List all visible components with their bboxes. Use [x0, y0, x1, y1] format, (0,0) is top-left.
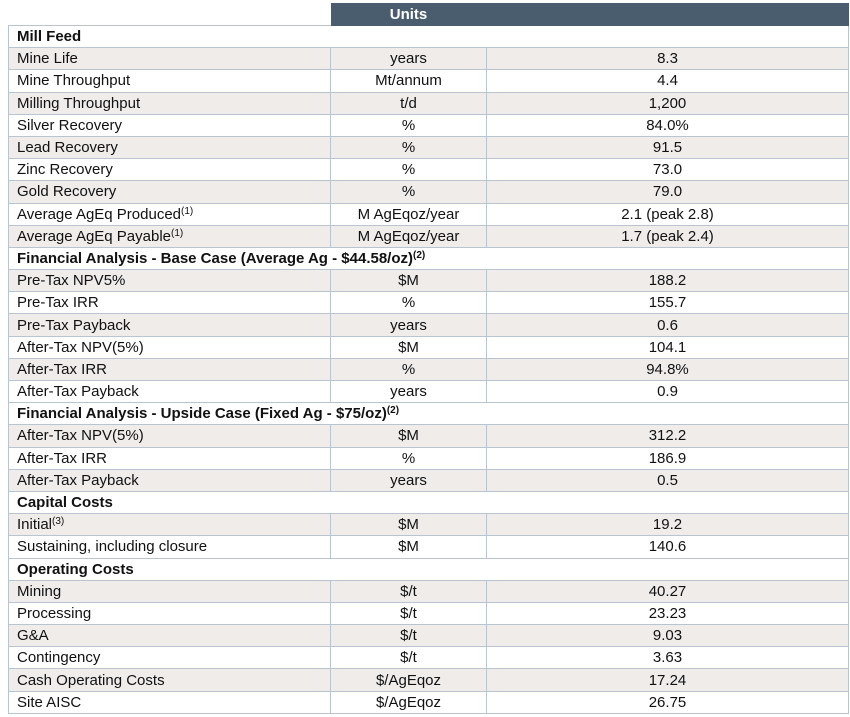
- table-row: [9, 536, 849, 558]
- table-row: [9, 580, 849, 602]
- row-label: Gold Recovery: [17, 183, 117, 201]
- row-label-cell: [9, 336, 331, 358]
- row-label: Mine Throughput: [17, 72, 131, 90]
- section-row: [9, 247, 849, 269]
- row-unit: %: [331, 136, 487, 158]
- section-row: [9, 558, 849, 580]
- table-row: [9, 358, 849, 380]
- row-value: 1.7 (peak 2.4): [487, 225, 849, 247]
- row-label: Processing: [17, 604, 92, 622]
- row-label-cell: [9, 625, 331, 647]
- row-label-cell: [9, 159, 331, 181]
- row-value: 94.8%: [487, 358, 849, 380]
- row-label: Cash Operating Costs: [17, 671, 165, 689]
- row-unit: $M: [331, 270, 487, 292]
- table-row: [9, 514, 849, 536]
- table-body: [9, 4, 849, 714]
- row-unit: $/AgEqoz: [331, 669, 487, 691]
- row-label: Site AISC: [17, 693, 82, 711]
- row-value: 26.75: [487, 691, 849, 713]
- row-value: 9.03: [487, 625, 849, 647]
- row-label-cell: [9, 270, 331, 292]
- row-value: 0.6: [487, 314, 849, 336]
- row-label: After-Tax Payback: [17, 383, 139, 401]
- row-value: 17.24: [487, 669, 849, 691]
- section-label: Mill Feed: [17, 28, 82, 46]
- table-row: [9, 314, 849, 336]
- header-cell-item: [9, 4, 331, 26]
- footnote-marker: (2): [386, 405, 400, 417]
- row-label-cell: [9, 669, 331, 691]
- row-unit: $/AgEqoz: [331, 691, 487, 713]
- header-row: [9, 4, 849, 26]
- row-label-cell: [9, 647, 331, 669]
- table-row: [9, 181, 849, 203]
- row-label: Lead Recovery: [17, 139, 118, 157]
- row-label: Milling Throughput: [17, 94, 141, 112]
- table-row: [9, 447, 849, 469]
- row-value: 1,200: [487, 92, 849, 114]
- row-label-cell: [9, 114, 331, 136]
- row-label: After-Tax IRR: [17, 360, 108, 378]
- row-label-cell: [9, 225, 331, 247]
- row-unit: $M: [331, 536, 487, 558]
- row-unit: $/t: [331, 647, 487, 669]
- table-row: [9, 92, 849, 114]
- row-unit: Mt/annum: [331, 70, 487, 92]
- row-label: Pre-Tax NPV5%: [17, 272, 126, 290]
- section-label: Capital Costs: [17, 494, 113, 512]
- row-label: After-Tax NPV(5%): [17, 338, 144, 356]
- section-row: [9, 491, 849, 513]
- table-row: [9, 48, 849, 70]
- row-label-cell: [9, 358, 331, 380]
- row-unit: years: [331, 381, 487, 403]
- row-value: 2.1 (peak 2.8): [487, 203, 849, 225]
- row-unit: $/t: [331, 580, 487, 602]
- section-label: Operating Costs: [17, 560, 134, 578]
- section-title: [9, 558, 849, 580]
- footnote-marker: (1): [181, 205, 194, 217]
- row-label: Zinc Recovery: [17, 161, 113, 179]
- row-label: G&A: [17, 627, 49, 645]
- section-label: Financial Analysis - Base Case (Average Ag - $44.58/oz): [17, 249, 413, 267]
- row-label: Silver Recovery: [17, 116, 123, 134]
- row-label: After-Tax NPV(5%): [17, 427, 144, 445]
- row-label-cell: [9, 602, 331, 624]
- row-value: 188.2: [487, 270, 849, 292]
- row-label-cell: [9, 292, 331, 314]
- row-value: 23.23: [487, 602, 849, 624]
- row-value: 3.63: [487, 647, 849, 669]
- row-value: 91.5: [487, 136, 849, 158]
- row-unit: $M: [331, 336, 487, 358]
- row-label: Pre-Tax IRR: [17, 294, 99, 312]
- row-value: 79.0: [487, 181, 849, 203]
- table-row: [9, 669, 849, 691]
- table-row: [9, 225, 849, 247]
- table-row: [9, 114, 849, 136]
- row-value: 84.0%: [487, 114, 849, 136]
- section-row: [9, 403, 849, 425]
- row-unit: M AgEqoz/year: [331, 203, 487, 225]
- row-label: Mining: [17, 582, 62, 600]
- row-value: 0.5: [487, 469, 849, 491]
- row-value: 186.9: [487, 447, 849, 469]
- section-title: [9, 247, 849, 269]
- row-label: Mine Life: [17, 50, 78, 68]
- row-label-cell: [9, 181, 331, 203]
- row-label-cell: [9, 314, 331, 336]
- row-value: 312.2: [487, 425, 849, 447]
- row-label-cell: [9, 203, 331, 225]
- row-unit: $M: [331, 514, 487, 536]
- row-value: 19.2: [487, 514, 849, 536]
- row-value: 73.0: [487, 159, 849, 181]
- table-row: [9, 625, 849, 647]
- row-label: Average AgEq Produced: [17, 205, 182, 223]
- table-row: [9, 336, 849, 358]
- row-unit: years: [331, 314, 487, 336]
- row-value: 0.9: [487, 381, 849, 403]
- table-row: [9, 691, 849, 713]
- row-label-cell: [9, 691, 331, 713]
- section-row: [9, 26, 849, 48]
- table-row: [9, 203, 849, 225]
- row-label-cell: [9, 425, 331, 447]
- section-title: [9, 491, 849, 513]
- row-unit: %: [331, 358, 487, 380]
- row-label-cell: [9, 136, 331, 158]
- row-label-cell: [9, 381, 331, 403]
- row-unit: t/d: [331, 92, 487, 114]
- table-row: [9, 381, 849, 403]
- row-value: 40.27: [487, 580, 849, 602]
- row-label: Sustaining, including closure: [17, 538, 208, 556]
- row-unit: %: [331, 114, 487, 136]
- table-row: [9, 647, 849, 669]
- row-label-cell: [9, 536, 331, 558]
- row-label-cell: [9, 92, 331, 114]
- row-label-cell: [9, 469, 331, 491]
- table-row: [9, 292, 849, 314]
- row-label: Contingency: [17, 649, 101, 667]
- row-label-cell: [9, 70, 331, 92]
- section-label: Financial Analysis - Upside Case (Fixed Ag - $75/oz): [17, 405, 387, 423]
- row-label-cell: [9, 48, 331, 70]
- row-unit: %: [331, 181, 487, 203]
- row-unit: years: [331, 48, 487, 70]
- table-row: [9, 469, 849, 491]
- row-unit: %: [331, 292, 487, 314]
- row-label-cell: [9, 447, 331, 469]
- table-row: [9, 70, 849, 92]
- section-title: [9, 26, 849, 48]
- row-label: Initial: [17, 516, 53, 534]
- header-cell-value: [487, 4, 849, 26]
- table-row: [9, 602, 849, 624]
- row-unit: $M: [331, 425, 487, 447]
- footnote-marker: (1): [171, 227, 184, 239]
- row-label-cell: [9, 514, 331, 536]
- row-label: After-Tax Payback: [17, 471, 139, 489]
- footnote-marker: (3): [52, 516, 65, 528]
- header-cell-units: Units: [331, 4, 487, 26]
- table-row: [9, 136, 849, 158]
- row-unit: years: [331, 469, 487, 491]
- row-label-cell: [9, 580, 331, 602]
- row-value: 8.3: [487, 48, 849, 70]
- row-unit: $/t: [331, 625, 487, 647]
- row-label: After-Tax IRR: [17, 449, 108, 467]
- summary-table: [8, 3, 849, 714]
- row-value: 155.7: [487, 292, 849, 314]
- row-value: 4.4: [487, 70, 849, 92]
- row-label: Pre-Tax Payback: [17, 316, 131, 334]
- row-unit: $/t: [331, 602, 487, 624]
- row-unit: %: [331, 159, 487, 181]
- row-unit: %: [331, 447, 487, 469]
- row-label: Average AgEq Payable: [17, 227, 172, 245]
- table-row: [9, 159, 849, 181]
- section-title: [9, 403, 849, 425]
- footnote-marker: (2): [413, 249, 426, 261]
- row-unit: M AgEqoz/year: [331, 225, 487, 247]
- row-value: 140.6: [487, 536, 849, 558]
- row-value: 104.1: [487, 336, 849, 358]
- table-row: [9, 425, 849, 447]
- table-row: [9, 270, 849, 292]
